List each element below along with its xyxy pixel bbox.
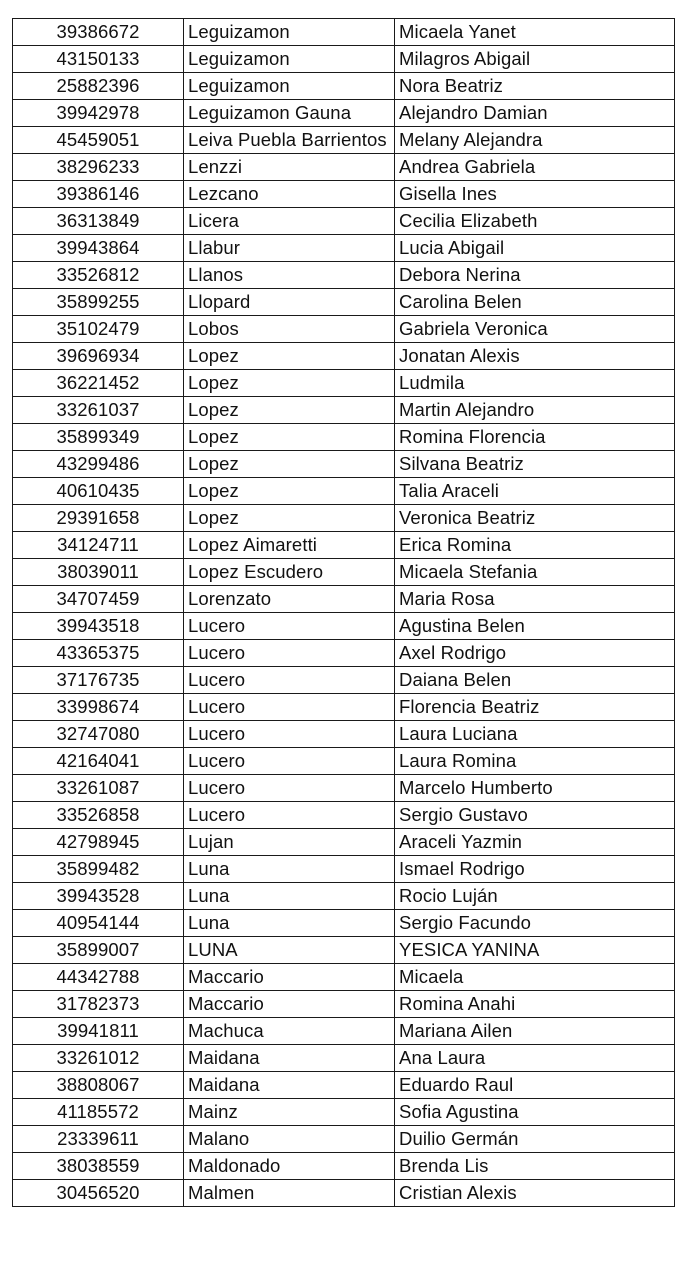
- given-name-cell: Micaela Yanet: [395, 19, 675, 46]
- surname-cell: Malmen: [184, 1180, 395, 1207]
- table-row: [13, 181, 675, 208]
- given-name-cell: Milagros Abigail: [395, 46, 675, 73]
- surname-cell: Leiva Puebla Barrientos: [184, 127, 395, 154]
- given-name-cell: Sergio Facundo: [395, 910, 675, 937]
- given-name-cell: Micaela: [395, 964, 675, 991]
- given-name-cell: Axel Rodrigo: [395, 640, 675, 667]
- table-row: [13, 262, 675, 289]
- table-row: [13, 1180, 675, 1207]
- given-name-cell: Florencia Beatriz: [395, 694, 675, 721]
- surname-cell: Lucero: [184, 694, 395, 721]
- given-name-cell: Gisella Ines: [395, 181, 675, 208]
- given-name-cell: Agustina Belen: [395, 613, 675, 640]
- given-name-cell: Mariana Ailen: [395, 1018, 675, 1045]
- dni-cell: 36221452: [13, 370, 184, 397]
- given-name-cell: Silvana Beatriz: [395, 451, 675, 478]
- surname-cell: Licera: [184, 208, 395, 235]
- surname-cell: Luna: [184, 910, 395, 937]
- table-row: [13, 424, 675, 451]
- table-row: [13, 802, 675, 829]
- surname-cell: Lobos: [184, 316, 395, 343]
- table-row: [13, 316, 675, 343]
- dni-cell: 44342788: [13, 964, 184, 991]
- dni-cell: 35102479: [13, 316, 184, 343]
- table-row: [13, 154, 675, 181]
- table-row: [13, 721, 675, 748]
- dni-cell: 39696934: [13, 343, 184, 370]
- dni-cell: 39386146: [13, 181, 184, 208]
- dni-cell: 38296233: [13, 154, 184, 181]
- surname-cell: Luna: [184, 856, 395, 883]
- surname-cell: Lucero: [184, 748, 395, 775]
- table-row: [13, 235, 675, 262]
- given-name-cell: Andrea Gabriela: [395, 154, 675, 181]
- dni-cell: 43299486: [13, 451, 184, 478]
- surname-cell: Lujan: [184, 829, 395, 856]
- surname-cell: Maidana: [184, 1045, 395, 1072]
- dni-cell: 35899007: [13, 937, 184, 964]
- given-name-cell: Jonatan Alexis: [395, 343, 675, 370]
- given-name-cell: Sergio Gustavo: [395, 802, 675, 829]
- dni-cell: 39943518: [13, 613, 184, 640]
- surname-cell: Maldonado: [184, 1153, 395, 1180]
- dni-cell: 39942978: [13, 100, 184, 127]
- table-row: [13, 640, 675, 667]
- surname-cell: Lucero: [184, 667, 395, 694]
- given-name-cell: YESICA YANINA: [395, 937, 675, 964]
- given-name-cell: Carolina Belen: [395, 289, 675, 316]
- table-row: [13, 694, 675, 721]
- surname-cell: Llabur: [184, 235, 395, 262]
- given-name-cell: Ludmila: [395, 370, 675, 397]
- given-name-cell: Duilio Germán: [395, 1126, 675, 1153]
- dni-cell: 39943864: [13, 235, 184, 262]
- table-row: [13, 1126, 675, 1153]
- table-row: [13, 1018, 675, 1045]
- table-row: [13, 856, 675, 883]
- given-name-cell: Erica Romina: [395, 532, 675, 559]
- surname-cell: Leguizamon: [184, 73, 395, 100]
- surname-cell: Lopez: [184, 478, 395, 505]
- table-row: [13, 19, 675, 46]
- dni-cell: 33998674: [13, 694, 184, 721]
- surname-cell: Lucero: [184, 802, 395, 829]
- surname-cell: Leguizamon Gauna: [184, 100, 395, 127]
- surname-cell: Leguizamon: [184, 46, 395, 73]
- table-row: [13, 748, 675, 775]
- surname-cell: Lopez: [184, 397, 395, 424]
- surname-cell: Lopez: [184, 505, 395, 532]
- dni-cell: 40610435: [13, 478, 184, 505]
- dni-cell: 33261012: [13, 1045, 184, 1072]
- given-name-cell: Veronica Beatriz: [395, 505, 675, 532]
- surname-cell: Lucero: [184, 640, 395, 667]
- dni-cell: 23339611: [13, 1126, 184, 1153]
- dni-cell: 35899255: [13, 289, 184, 316]
- table-row: [13, 1045, 675, 1072]
- surname-cell: Lenzzi: [184, 154, 395, 181]
- table-row: [13, 964, 675, 991]
- surname-cell: LUNA: [184, 937, 395, 964]
- table-row: [13, 478, 675, 505]
- dni-cell: 35899482: [13, 856, 184, 883]
- table-row: [13, 532, 675, 559]
- surname-cell: Maccario: [184, 964, 395, 991]
- table-row: [13, 586, 675, 613]
- given-name-cell: Romina Anahi: [395, 991, 675, 1018]
- dni-cell: 29391658: [13, 505, 184, 532]
- table-row: [13, 991, 675, 1018]
- table-row: [13, 1072, 675, 1099]
- given-name-cell: Marcelo Humberto: [395, 775, 675, 802]
- surname-cell: Lopez Aimaretti: [184, 532, 395, 559]
- dni-cell: 33526812: [13, 262, 184, 289]
- surname-cell: Lucero: [184, 613, 395, 640]
- dni-cell: 38038559: [13, 1153, 184, 1180]
- given-name-cell: Alejandro Damian: [395, 100, 675, 127]
- dni-cell: 34707459: [13, 586, 184, 613]
- surname-cell: Lopez Escudero: [184, 559, 395, 586]
- dni-cell: 38039011: [13, 559, 184, 586]
- surname-cell: Maccario: [184, 991, 395, 1018]
- dni-cell: 35899349: [13, 424, 184, 451]
- given-name-cell: Nora Beatriz: [395, 73, 675, 100]
- dni-cell: 25882396: [13, 73, 184, 100]
- given-name-cell: Sofia Agustina: [395, 1099, 675, 1126]
- given-name-cell: Daiana Belen: [395, 667, 675, 694]
- dni-cell: 30456520: [13, 1180, 184, 1207]
- given-name-cell: Gabriela Veronica: [395, 316, 675, 343]
- surname-cell: Lopez: [184, 451, 395, 478]
- given-name-cell: Brenda Lis: [395, 1153, 675, 1180]
- table-row: [13, 46, 675, 73]
- surname-cell: Llopard: [184, 289, 395, 316]
- table-row: [13, 937, 675, 964]
- table-row: [13, 343, 675, 370]
- people-table: [12, 18, 675, 1207]
- table-row: [13, 397, 675, 424]
- table-row: [13, 127, 675, 154]
- table-row: [13, 505, 675, 532]
- dni-cell: 39941811: [13, 1018, 184, 1045]
- dni-cell: 39386672: [13, 19, 184, 46]
- surname-cell: Lorenzato: [184, 586, 395, 613]
- table-row: [13, 613, 675, 640]
- dni-cell: 40954144: [13, 910, 184, 937]
- given-name-cell: Martin Alejandro: [395, 397, 675, 424]
- dni-cell: 41185572: [13, 1099, 184, 1126]
- table-row: [13, 289, 675, 316]
- surname-cell: Leguizamon: [184, 19, 395, 46]
- surname-cell: Lucero: [184, 721, 395, 748]
- dni-cell: 34124711: [13, 532, 184, 559]
- spreadsheet-page: [12, 18, 674, 1207]
- dni-cell: 33526858: [13, 802, 184, 829]
- given-name-cell: Debora Nerina: [395, 262, 675, 289]
- surname-cell: Lopez: [184, 370, 395, 397]
- dni-cell: 33261037: [13, 397, 184, 424]
- table-row: [13, 910, 675, 937]
- given-name-cell: Cecilia Elizabeth: [395, 208, 675, 235]
- table-row: [13, 667, 675, 694]
- table-row: [13, 73, 675, 100]
- dni-cell: 33261087: [13, 775, 184, 802]
- surname-cell: Lopez: [184, 424, 395, 451]
- dni-cell: 37176735: [13, 667, 184, 694]
- given-name-cell: Micaela Stefania: [395, 559, 675, 586]
- table-row: [13, 1153, 675, 1180]
- table-row: [13, 451, 675, 478]
- table-row: [13, 1099, 675, 1126]
- given-name-cell: Laura Luciana: [395, 721, 675, 748]
- dni-cell: 38808067: [13, 1072, 184, 1099]
- table-row: [13, 370, 675, 397]
- surname-cell: Maidana: [184, 1072, 395, 1099]
- dni-cell: 43365375: [13, 640, 184, 667]
- given-name-cell: Araceli Yazmin: [395, 829, 675, 856]
- surname-cell: Lezcano: [184, 181, 395, 208]
- dni-cell: 31782373: [13, 991, 184, 1018]
- given-name-cell: Talia Araceli: [395, 478, 675, 505]
- surname-cell: Malano: [184, 1126, 395, 1153]
- surname-cell: Mainz: [184, 1099, 395, 1126]
- table-row: [13, 208, 675, 235]
- dni-cell: 32747080: [13, 721, 184, 748]
- dni-cell: 39943528: [13, 883, 184, 910]
- dni-cell: 36313849: [13, 208, 184, 235]
- surname-cell: Luna: [184, 883, 395, 910]
- table-row: [13, 100, 675, 127]
- given-name-cell: Ana Laura: [395, 1045, 675, 1072]
- given-name-cell: Melany Alejandra: [395, 127, 675, 154]
- given-name-cell: Rocio Luján: [395, 883, 675, 910]
- given-name-cell: Eduardo Raul: [395, 1072, 675, 1099]
- dni-cell: 43150133: [13, 46, 184, 73]
- given-name-cell: Lucia Abigail: [395, 235, 675, 262]
- dni-cell: 42798945: [13, 829, 184, 856]
- given-name-cell: Cristian Alexis: [395, 1180, 675, 1207]
- given-name-cell: Ismael Rodrigo: [395, 856, 675, 883]
- table-row: [13, 883, 675, 910]
- table-row: [13, 829, 675, 856]
- surname-cell: Machuca: [184, 1018, 395, 1045]
- dni-cell: 42164041: [13, 748, 184, 775]
- given-name-cell: Laura Romina: [395, 748, 675, 775]
- given-name-cell: Maria Rosa: [395, 586, 675, 613]
- dni-cell: 45459051: [13, 127, 184, 154]
- given-name-cell: Romina Florencia: [395, 424, 675, 451]
- table-body: [13, 19, 675, 1207]
- table-row: [13, 775, 675, 802]
- surname-cell: Lucero: [184, 775, 395, 802]
- table-row: [13, 559, 675, 586]
- surname-cell: Llanos: [184, 262, 395, 289]
- surname-cell: Lopez: [184, 343, 395, 370]
